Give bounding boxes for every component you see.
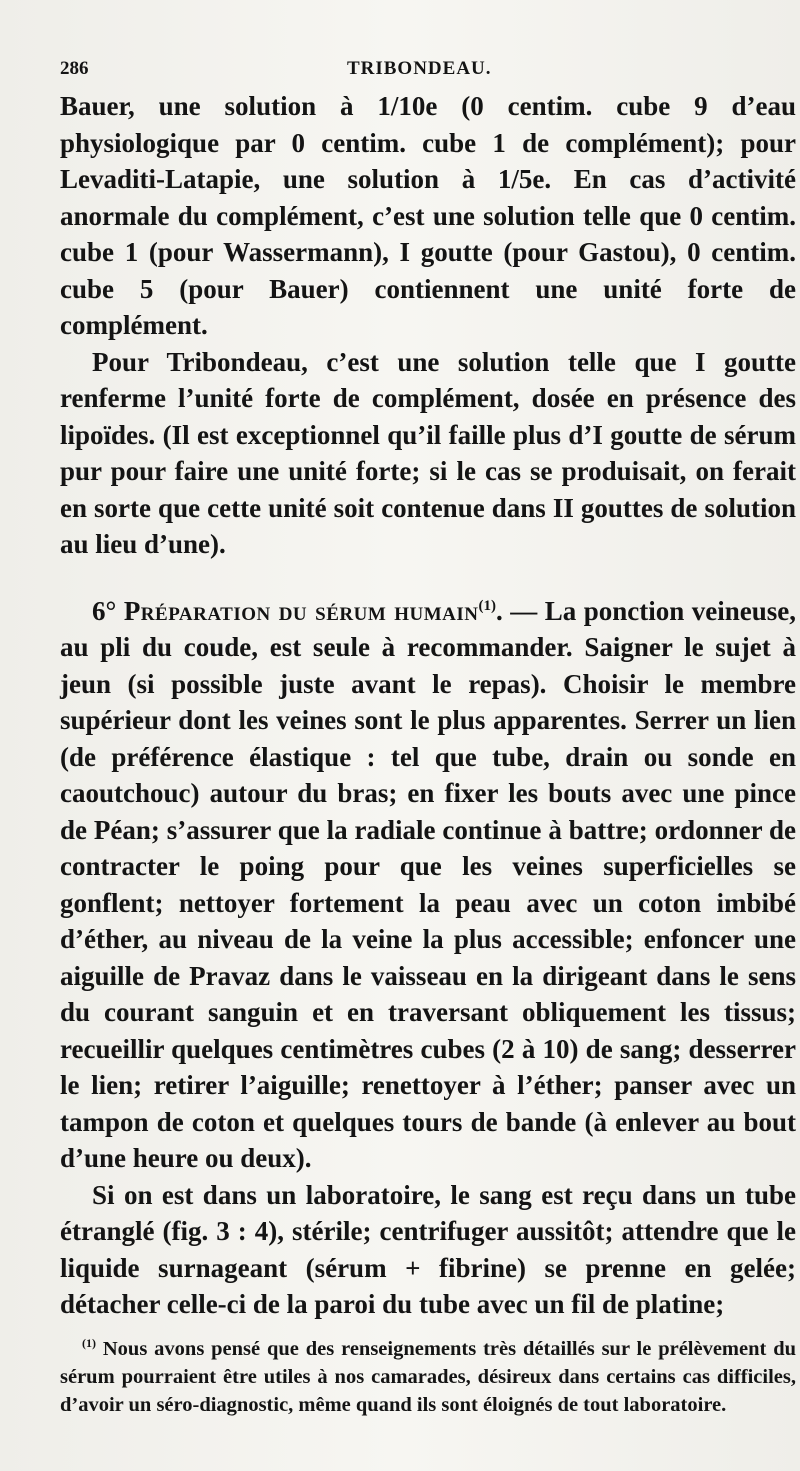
footnote-marker: (1)	[82, 1335, 96, 1350]
section-title: Préparation du sérum humain	[123, 595, 479, 626]
footnote-text: Nous avons pensé que des renseignements très détaillés sur le prélèvement du sérum pourraient être utiles à nos camarades, désireux dans certains cas difficiles, d’avoir un séro-diagnostic, même quand ils sont éloignés de tout laboratoire.	[60, 1337, 796, 1416]
section-number: 6°	[92, 595, 117, 626]
footnote-ref: (1)	[478, 597, 497, 614]
paragraph-3	[60, 593, 796, 1177]
footnotes	[60, 1335, 796, 1419]
paragraph-4: Si on est dans un laboratoire, le sang est reçu dans un tube étranglé (fig. 3 : 4), stérile; centrifuger aussitôt; attendre que le liquide surnageant (sérum + fibrine) se prenne en gelée; détacher celle-ci de la paroi du tube avec un fil de platine;	[60, 1179, 796, 1319]
running-title: TRIBONDEAU.	[346, 58, 492, 79]
page-header	[60, 58, 790, 80]
paragraph-2: Pour Tribondeau, c’est une solution telle que I goutte renferme l’unité forte de complément, dosée en présence des lipoïdes. (Il est exceptionnel qu’il faille plus d’I goutte de sérum pur pour faire une unité forte; si le cas se produisait, on ferait en sorte que cette unité soit contenue dans II gouttes de solution au lieu d’une).	[60, 346, 796, 559]
footnote-1	[60, 1335, 796, 1419]
paragraph-1: Bauer, une solution à 1/10e (0 centim. cube 9 d’eau physiologique par 0 centim. cube 1 de complément); pour Levaditi-Latapie, une solution à 1/5e. En cas d’activité anormale du complément, c’est une solution telle que 0 centim. cube 1 (pour Wassermann), I goutte (pour Gastou), 0 centim. cube 5 (pour Bauer) contiennent une unité forte de complément.	[60, 91, 796, 340]
section-spacer	[60, 563, 760, 593]
section-body: . — La ponction veineuse, au pli du coude, est seule à recommander. Saigner le sujet à jeun (si possible juste avant le repas). Choisir le membre supérieur dont les veines sont le plus apparentes. Serrer un lien (de préférence élastique : tel que tube, drain ou sonde en caoutchouc) autour du bras; en fixer les bouts avec une pince de Péan; s’assurer que la radiale continue à battre; ordonner de contracter le poing pour que les veines superficielles se gonflent; nettoyer fortement la peau avec un coton imbibé d’éther, au niveau de la veine la plus accessible; enfoncer une aiguille de Pravaz dans le vaisseau en la dirigeant dans le sens du courant sanguin et en traversant obliquement les tissus; recueillir quelques centimètres cubes (2 à 10) de sang; desserrer le lien; retirer l’aiguille; renettoyer à l’éther; panser avec un tampon de coton et quelques tours de bande (à enlever au bout d’une heure ou deux).	[60, 595, 797, 1173]
page-number: 286	[60, 58, 89, 79]
